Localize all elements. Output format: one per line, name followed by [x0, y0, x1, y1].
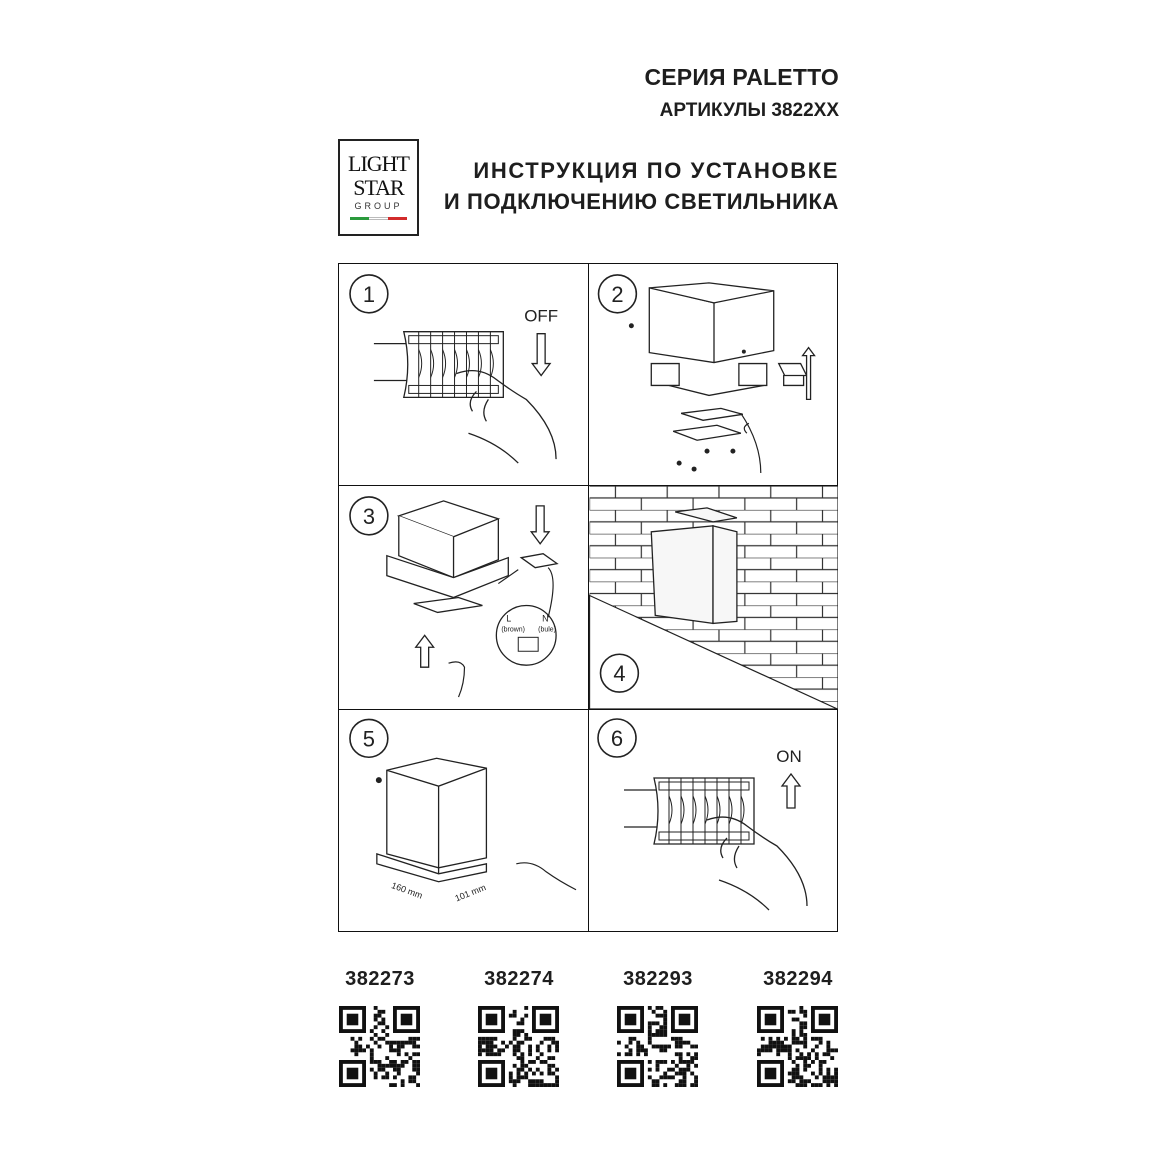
wire-n-color: (bule)	[538, 626, 556, 634]
step-5-number: 5	[362, 726, 375, 752]
instruction-title-line-1: ИНСТРУКЦИЯ ПО УСТАНОВКЕ	[473, 158, 839, 183]
qr-code-2[interactable]	[478, 1006, 559, 1087]
step-3-number: 3	[362, 503, 376, 529]
logo-line-3: GROUP	[354, 201, 403, 211]
wall-mount-illustration	[589, 486, 838, 709]
step-2-number: 2	[611, 281, 624, 307]
article-numbers: АРТИКУЛЫ 3822XX	[659, 100, 839, 121]
italian-flag-stripe	[350, 217, 407, 220]
step-5-panel	[339, 710, 589, 931]
dimension-depth: 101 mm	[453, 882, 488, 904]
qr-code-3[interactable]	[617, 1006, 698, 1087]
step-3-panel	[339, 486, 589, 710]
dimension-width: 160 mm	[390, 880, 424, 901]
breaker-switch-off-illustration	[339, 264, 588, 485]
qr-code-1[interactable]	[339, 1006, 420, 1087]
breaker-switch-on-illustration	[589, 710, 838, 931]
instruction-title-line-2: И ПОДКЛЮЧЕНИЮ СВЕТИЛЬНИКА	[443, 189, 839, 214]
flag-white	[369, 217, 388, 220]
logo-line-1: LIGHT	[348, 151, 409, 176]
step-6-number: 6	[610, 726, 624, 751]
step-1-panel	[339, 264, 589, 486]
flag-red	[388, 217, 407, 220]
step-2-panel	[589, 264, 838, 486]
product-code-1: 382273	[345, 968, 415, 990]
product-code-2: 382274	[484, 968, 554, 990]
assemble-dimensions-illustration	[339, 710, 588, 931]
qr-code-4[interactable]	[757, 1006, 838, 1087]
step-6-label: ON	[776, 747, 802, 766]
step-4-panel	[589, 486, 838, 710]
product-code-3: 382293	[623, 968, 693, 990]
instruction-grid	[338, 263, 838, 932]
step-6-panel	[589, 710, 838, 931]
step-1-number: 1	[362, 281, 376, 307]
lightstar-logo	[338, 139, 419, 236]
step-1-label: OFF	[524, 306, 559, 326]
wire-l-label: L	[506, 613, 512, 624]
wire-n-label: N	[542, 613, 549, 624]
step-4-number: 4	[613, 661, 626, 687]
product-code-4: 382294	[763, 968, 833, 990]
wiring-connection-illustration	[339, 486, 588, 709]
series-title: СЕРИЯ PALETTO	[644, 64, 839, 90]
wire-l-color: (brown)	[501, 626, 525, 634]
disassemble-fixture-illustration	[589, 264, 838, 485]
logo-line-2: STAR	[353, 175, 404, 200]
flag-green	[350, 217, 369, 220]
